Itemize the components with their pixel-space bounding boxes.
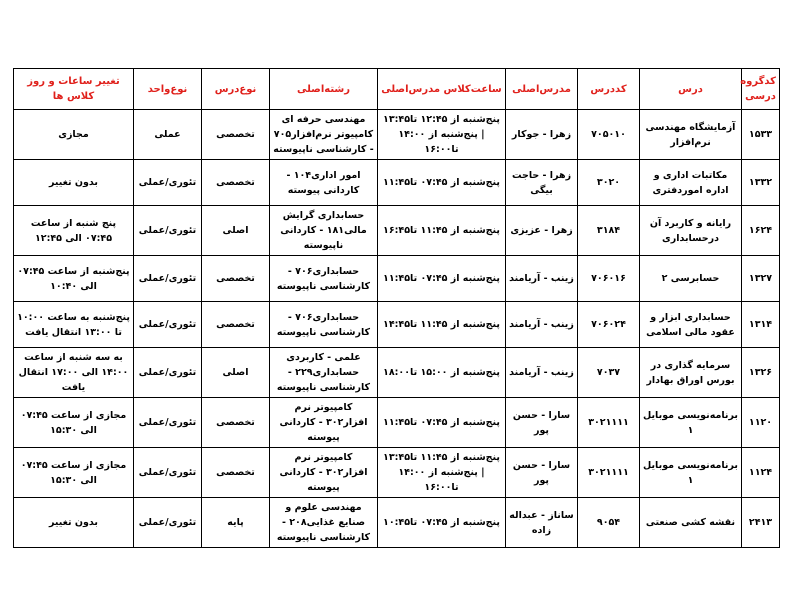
header-teacher: مدرس‌اصلی xyxy=(506,69,578,110)
cell-unit: تئوری/عملی xyxy=(134,256,202,302)
cell-code: ۳۱۸۴ xyxy=(578,206,640,256)
header-change: تغییر ساعات و روز کلاس ها xyxy=(14,69,134,110)
cell-teacher: زهرا - جوکار xyxy=(506,110,578,160)
cell-group: ۱۱۲۴ xyxy=(742,448,780,498)
header-group: کدگروه درسی xyxy=(742,69,780,110)
cell-time: پنج‌شنبه از ۱۲:۴۵ تا۱۳:۴۵ | پنج‌شنبه از ۱۴:۰۰ تا۱۶:۰۰ xyxy=(378,110,506,160)
cell-code: ۷۰۵۰۱۰ xyxy=(578,110,640,160)
cell-major: علمی - کاربردی حسابداری۲۲۹ - کارشناسی ناپیوسته xyxy=(270,348,378,398)
cell-type: تخصصی xyxy=(202,160,270,206)
cell-major: حسابداری۷۰۶ - کارشناسی ناپیوسته xyxy=(270,256,378,302)
cell-teacher: سارا - حسن پور xyxy=(506,398,578,448)
cell-unit: تئوری/عملی xyxy=(134,498,202,548)
cell-course: حسابرسی ۲ xyxy=(640,256,742,302)
cell-type: تخصصی xyxy=(202,110,270,160)
cell-group: ۱۳۲۷ xyxy=(742,256,780,302)
cell-time: پنج‌شنبه از ۰۷:۴۵ تا۱۱:۴۵ xyxy=(378,398,506,448)
cell-code: ۳۰۲۰ xyxy=(578,160,640,206)
cell-group: ۱۱۲۰ xyxy=(742,398,780,448)
header-time: ساعت‌کلاس مدرس‌اصلی xyxy=(378,69,506,110)
cell-group: ۱۳۱۴ xyxy=(742,302,780,348)
cell-change: پنج‌شنبه به ساعت ۱۰:۰۰ تا ۱۳:۰۰ انتقال یافت xyxy=(14,302,134,348)
cell-unit: تئوری/عملی xyxy=(134,448,202,498)
cell-type: پایه xyxy=(202,498,270,548)
cell-change: به سه شنبه از ساعت ۱۴:۰۰ الی ۱۷:۰۰ انتقال یافت xyxy=(14,348,134,398)
table-row xyxy=(14,256,780,302)
cell-course: حسابداری ابزار و عقود مالی اسلامی xyxy=(640,302,742,348)
cell-time: پنج‌شنبه از ۱۵:۰۰ تا۱۸:۰۰ xyxy=(378,348,506,398)
table-row xyxy=(14,398,780,448)
cell-unit: تئوری/عملی xyxy=(134,348,202,398)
cell-teacher: زینب - آریامند xyxy=(506,256,578,302)
cell-teacher: زینب - آریامند xyxy=(506,348,578,398)
cell-group: ۱۵۳۳ xyxy=(742,110,780,160)
cell-teacher: زینب - آریامند xyxy=(506,302,578,348)
table-row xyxy=(14,448,780,498)
cell-course: نقشه کشی صنعتی xyxy=(640,498,742,548)
cell-group: ۱۶۲۴ xyxy=(742,206,780,256)
cell-unit: تئوری/عملی xyxy=(134,302,202,348)
cell-time: پنج‌شنبه از ۱۱:۴۵ تا۱۶:۴۵ xyxy=(378,206,506,256)
cell-code: ۹۰۵۴ xyxy=(578,498,640,548)
cell-code: ۷۰۶۰۱۶ xyxy=(578,256,640,302)
cell-major: کامپیوتر نرم افزار۳۰۲ - کاردانی پیوسته xyxy=(270,448,378,498)
cell-major: مهندسی علوم و صنایع غذایی۲۰۸ - کارشناسی ناپیوسته xyxy=(270,498,378,548)
cell-course: مکاتبات اداری و اداره اموردفتری xyxy=(640,160,742,206)
schedule-sheet xyxy=(13,68,779,548)
table-row xyxy=(14,498,780,548)
cell-type: تخصصی xyxy=(202,302,270,348)
cell-change: بدون تغییر xyxy=(14,498,134,548)
cell-teacher: سارا - حسن پور xyxy=(506,448,578,498)
cell-teacher: زهرا - حاجت بیگی xyxy=(506,160,578,206)
cell-course: برنامه‌نویسی موبایل ۱ xyxy=(640,398,742,448)
cell-teacher: زهرا - عزیزی xyxy=(506,206,578,256)
cell-group: ۱۳۲۶ xyxy=(742,348,780,398)
cell-type: اصلی xyxy=(202,348,270,398)
cell-change: پنج‌شنبه از ساعت ۰۷:۴۵ الی ۱۰:۴۰ xyxy=(14,256,134,302)
table-row xyxy=(14,206,780,256)
cell-code: ۷۰۳۷ xyxy=(578,348,640,398)
cell-course: رایانه و کاربرد آن درحسابداری xyxy=(640,206,742,256)
cell-change: مجازی از ساعت ۰۷:۴۵ الی ۱۵:۳۰ xyxy=(14,448,134,498)
header-unit: نوع‌واحد xyxy=(134,69,202,110)
cell-group: ۲۴۱۳ xyxy=(742,498,780,548)
cell-group: ۱۳۳۲ xyxy=(742,160,780,206)
table-row xyxy=(14,110,780,160)
cell-change: بدون تغییر xyxy=(14,160,134,206)
cell-change: مجازی از ساعت ۰۷:۴۵ الی ۱۵:۳۰ xyxy=(14,398,134,448)
cell-time: پنج‌شنبه از ۰۷:۴۵ تا۱۱:۴۵ xyxy=(378,256,506,302)
cell-time: پنج‌شنبه از ۱۱:۴۵ تا۱۴:۴۵ xyxy=(378,302,506,348)
cell-type: تخصصی xyxy=(202,256,270,302)
cell-teacher: ساناز - عبداله زاده xyxy=(506,498,578,548)
cell-major: حسابداری گرایش مالی۱۸۱ - کاردانی ناپیوسته xyxy=(270,206,378,256)
schedule-table xyxy=(13,68,780,548)
cell-unit: تئوری/عملی xyxy=(134,206,202,256)
cell-time: پنج‌شنبه از ۱۱:۴۵ تا۱۳:۴۵ | پنج‌شنبه از ۱۴:۰۰ تا۱۶:۰۰ xyxy=(378,448,506,498)
cell-course: برنامه‌نویسی موبایل ۱ xyxy=(640,448,742,498)
header-major: رشته‌اصلی xyxy=(270,69,378,110)
cell-unit: تئوری/عملی xyxy=(134,160,202,206)
cell-change: مجازی xyxy=(14,110,134,160)
cell-type: تخصصی xyxy=(202,398,270,448)
cell-time: پنج‌شنبه از ۰۷:۴۵ تا۱۰:۴۵ xyxy=(378,498,506,548)
table-body xyxy=(14,110,780,548)
header-course: درس xyxy=(640,69,742,110)
cell-time: پنج‌شنبه از ۰۷:۴۵ تا۱۱:۴۵ xyxy=(378,160,506,206)
cell-unit: عملی xyxy=(134,110,202,160)
header-type: نوع‌درس xyxy=(202,69,270,110)
table-row xyxy=(14,160,780,206)
cell-code: ۳۰۲۱۱۱۱ xyxy=(578,448,640,498)
cell-type: تخصصی xyxy=(202,448,270,498)
table-row xyxy=(14,302,780,348)
cell-type: اصلی xyxy=(202,206,270,256)
cell-code: ۷۰۶۰۲۴ xyxy=(578,302,640,348)
cell-code: ۳۰۲۱۱۱۱ xyxy=(578,398,640,448)
header-row xyxy=(14,69,780,110)
cell-major: حسابداری۷۰۶ - کارشناسی ناپیوسته xyxy=(270,302,378,348)
cell-major: امور اداری۱۰۴ - کاردانی پیوسته xyxy=(270,160,378,206)
cell-change: پنج شنبه از ساعت ۰۷:۴۵ الی ۱۲:۴۵ xyxy=(14,206,134,256)
cell-course: سرمایه گذاری در بورس اوراق بهادار xyxy=(640,348,742,398)
cell-major: کامپیوتر نرم افزار۳۰۲ - کاردانی پیوسته xyxy=(270,398,378,448)
cell-course: آزمایشگاه مهندسی نرم‌افزار xyxy=(640,110,742,160)
table-row xyxy=(14,348,780,398)
cell-unit: تئوری/عملی xyxy=(134,398,202,448)
header-code: کددرس xyxy=(578,69,640,110)
cell-major: مهندسی حرفه ای کامپیوتر نرم‌افزار۷۰۵ - کارشناسی ناپیوسته xyxy=(270,110,378,160)
